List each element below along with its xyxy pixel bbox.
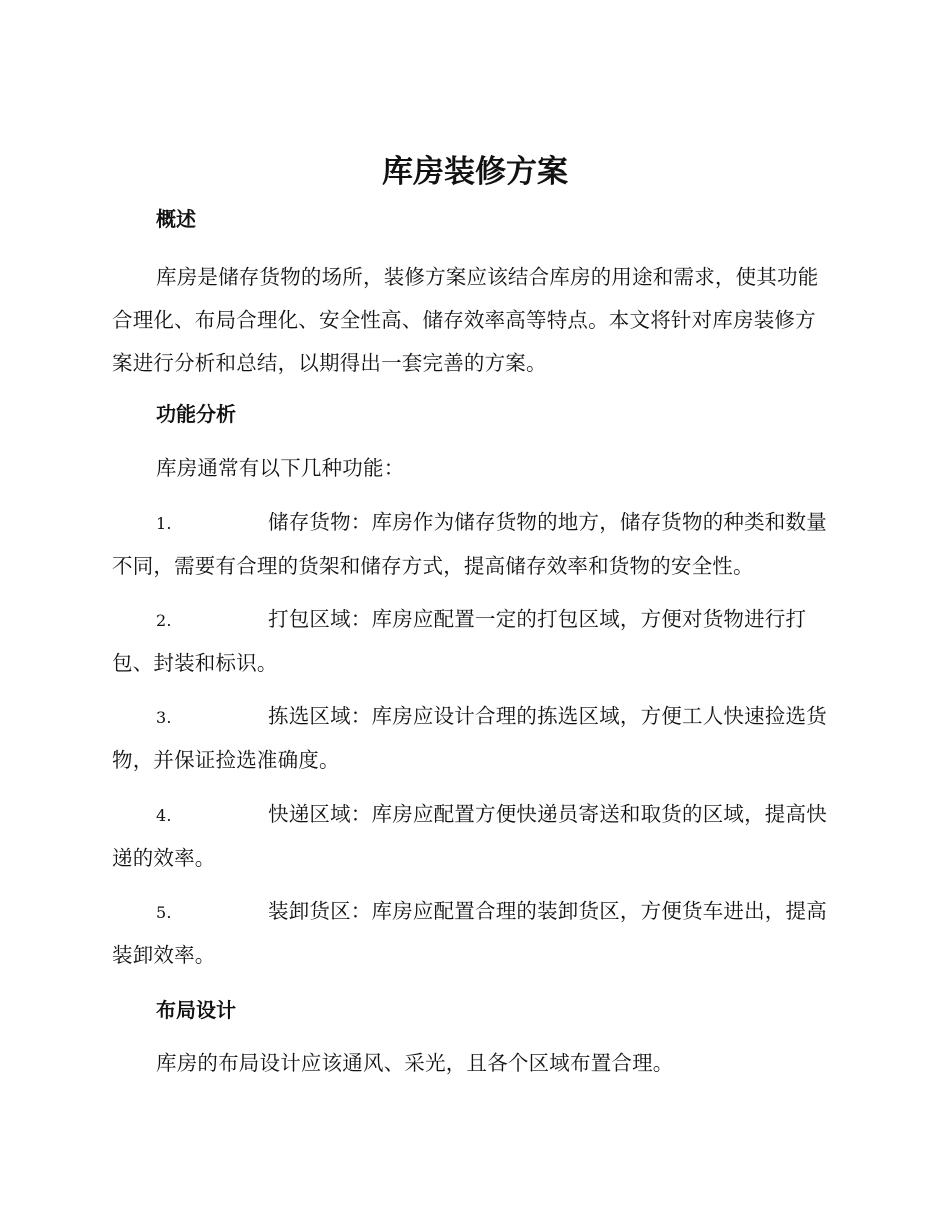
- list-item-text: 储存货物：库房作为储存货物的地方，储存货物的种类和数量不同，需要有合理的货架和储存方式，提高储存效率和货物的安全性。: [112, 510, 827, 578]
- list-item-number: 2.: [156, 611, 172, 630]
- overview-paragraph: 库房是储存货物的场所，装修方案应该结合库房的用途和需求，使其功能合理化、布局合理化、安全性高、储存效率高等特点。本文将针对库房装修方案进行分析和总结，以期得出一套完善的方案。: [112, 265, 819, 375]
- list-item: [112, 890, 834, 977]
- list-item-number: 5.: [156, 903, 172, 922]
- list-item-number: 3.: [156, 708, 172, 727]
- section-heading-function-analysis: 功能分析: [156, 402, 236, 426]
- list-item-number: 1.: [156, 514, 172, 533]
- list-item: [112, 793, 834, 880]
- list-item-text: 装卸货区：库房应配置合理的装卸货区，方便货车进出，提高装卸效率。: [112, 899, 827, 967]
- list-item-text: 拣选区域：库房应设计合理的拣选区域，方便工人快速捡选货物，并保证捡选准确度。: [112, 704, 827, 772]
- list-item: [112, 501, 834, 588]
- list-item-text: 快递区域：库房应配置方便快递员寄送和取货的区域，提高快递的效率。: [112, 802, 827, 870]
- section-heading-overview: 概述: [156, 207, 196, 231]
- list-item: [112, 598, 834, 685]
- list-item-text: 打包区域：库房应配置一定的打包区域，方便对货物进行打包、封装和标识。: [112, 607, 807, 675]
- document-title: 库房装修方案: [382, 154, 568, 190]
- function-intro-paragraph: 库房通常有以下几种功能：: [156, 456, 405, 480]
- layout-paragraph: 库房的布局设计应该通风、采光，且各个区域布置合理。: [156, 1051, 674, 1075]
- section-heading-layout-design: 布局设计: [156, 998, 236, 1022]
- list-item: [112, 695, 834, 782]
- list-item-number: 4.: [156, 806, 172, 825]
